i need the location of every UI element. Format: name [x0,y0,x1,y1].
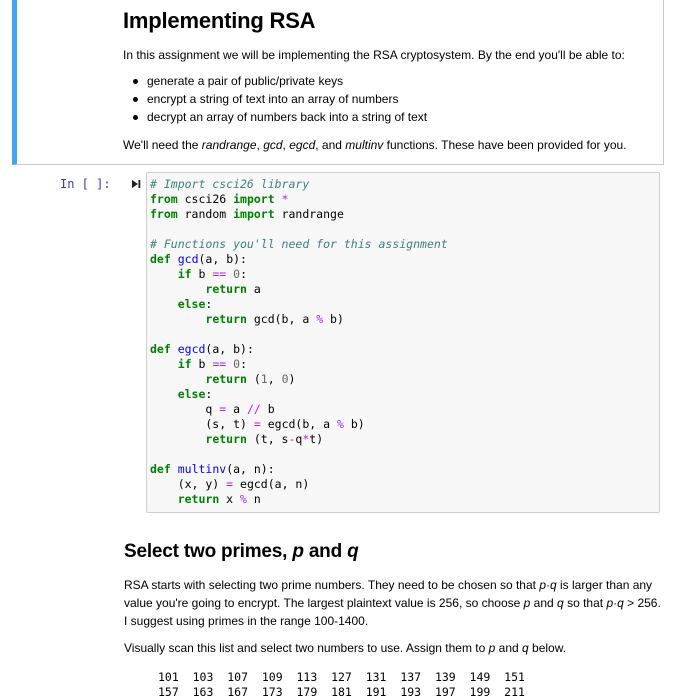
text: > 256. I suggest using primes in the range 100-1400. [124,596,661,628]
function-name: gcd [263,138,283,152]
function-name: randrange [201,138,257,152]
primes-row: 101 103 107 109 113 127 131 137 139 149 151 [158,670,525,684]
section-title [124,540,664,564]
function-name: multinv [345,138,384,152]
var-q: q [347,541,359,562]
cell-prompt: In [ ]: [60,177,111,191]
function-name: egcd [289,138,316,152]
markdown-cell-selected[interactable] [12,0,664,165]
list-item: generate a pair of public/private keys [147,72,653,90]
code-text[interactable]: # Import csci26 library from csci26 import * from random import randrange # Functions you'll need for this assignment def gcd(a, b): if b == 0: return a else: return gcd(b, a % b) def egcd(a, b): if b == 0: return (1, 0) else: q = a // b (s, t) = egcd(b, a % b) return (t, s-q*t) def multinv(a, n): (x, y) = egcd(a, n) return x % n [150,177,448,506]
math: p·q [539,578,557,592]
text: so that [563,596,607,610]
markdown-content [123,8,653,154]
section-paragraph [124,576,664,630]
math: p·q [606,596,624,610]
text: We'll need the [123,138,202,152]
text: below. [528,641,567,655]
primes-row: 157 163 167 173 179 181 191 193 197 199 211 [158,685,525,699]
math: p [488,641,496,655]
text: Visually scan this list and select two numbers to use. Assign them to [124,641,489,655]
text: is larger than any value you're going to encrypt. The largest plaintext value is 256, so choose [124,578,653,610]
intro-paragraph: In this assignment we will be implementing the RSA cryptosystem. By the end you'll be able to: [123,48,625,62]
code-editor[interactable] [146,172,660,513]
text: functions. These have been provided for you. [383,138,627,152]
text: RSA starts with selecting two prime numbers. They need to be chosen so that [124,578,540,592]
section-paragraph [124,639,664,657]
math: q [522,641,529,655]
primes-list [158,670,525,700]
list-item: encrypt a string of text into an array of numbers [147,90,653,108]
text: and [303,541,348,562]
text: Select two primes, [124,541,293,562]
text: , [282,138,290,152]
text: , and [315,138,346,152]
var-p: p [292,541,304,562]
functions-note [123,136,653,154]
goal-list [147,72,653,126]
text: , [256,138,264,152]
run-cell-icon[interactable] [131,179,141,189]
math: q [557,596,564,610]
text: and [495,641,523,655]
primes-section [124,540,664,657]
text: and [530,596,558,610]
page-title: Implementing RSA [123,8,316,33]
list-item: decrypt an array of numbers back into a string of text [147,108,653,126]
math: p [523,596,531,610]
